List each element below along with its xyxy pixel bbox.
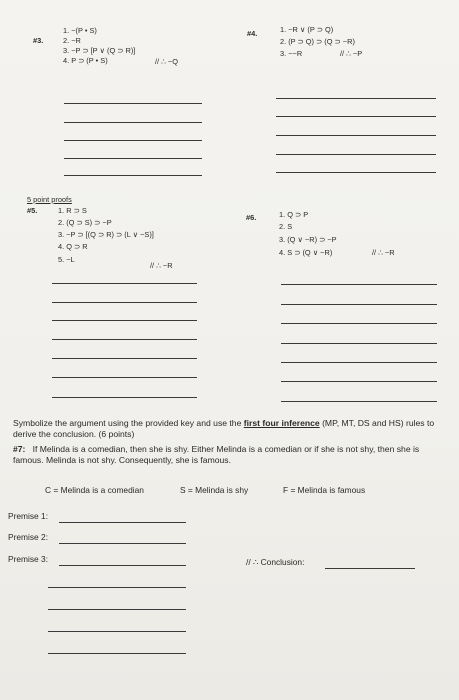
key-f: F = Melinda is famous	[283, 485, 366, 495]
problem-3-number: #3.	[33, 36, 44, 45]
premise-1-label: Premise 1:	[8, 511, 49, 521]
problem-4-answer-line[interactable]	[276, 154, 436, 155]
premise-2-label: Premise 2:	[8, 532, 49, 542]
problem-5-line-2: 2. (Q ⊃ S) ⊃ ~P	[58, 218, 112, 227]
key-s: S = Melinda is shy	[180, 485, 249, 495]
problem-6-number: #6.	[246, 213, 257, 222]
problem-3-answer-line[interactable]	[64, 103, 202, 104]
problem-4-line-1: 1. ~R ∨ (P ⊃ Q)	[280, 25, 334, 34]
problem-5-line-3: 3. ~P ⊃ [(Q ⊃ R) ⊃ (L ∨ ~S)]	[58, 230, 154, 239]
problem-4-answer-line[interactable]	[276, 116, 436, 117]
problem-5-line-1: 1. R ⊃ S	[58, 206, 87, 215]
problem-5-conclusion: // ∴ ~R	[150, 261, 173, 270]
problem-7-text: If Melinda is a comedian, then she is shy. Either Melinda is a comedian or if she is not shy, then she is famous. Melinda is not shy. Consequently, she is famous.	[13, 444, 420, 466]
instructions-pre: Symbolize the argument using the provided key and use the	[13, 418, 244, 428]
problem-5-answer-line[interactable]	[52, 302, 197, 303]
problem-6-line-2: 2. S	[279, 222, 293, 231]
premise-2-line[interactable]	[59, 543, 186, 544]
work-line[interactable]	[48, 631, 186, 632]
problem-3-line-3: 3. ~P ⊃ [P ∨ (Q ⊃ R)]	[63, 46, 136, 55]
problem-5-answer-line[interactable]	[52, 339, 197, 340]
problem-5-answer-line[interactable]	[52, 320, 197, 321]
work-line[interactable]	[48, 609, 186, 610]
instructions-post: (MP, MT, DS and HS) rules to derive the conclusion. (6 points)	[13, 418, 435, 440]
problem-4-answer-line[interactable]	[276, 98, 436, 99]
problem-4-answer-line[interactable]	[276, 135, 436, 136]
problem-6-answer-line[interactable]	[281, 304, 437, 305]
problem-7-number: #7:	[13, 444, 26, 454]
problem-6-line-1: 1. Q ⊃ P	[279, 210, 309, 219]
instructions-emphasis: first four inference	[243, 418, 320, 428]
problem-5-answer-line[interactable]	[52, 397, 197, 398]
problem-7-text-block	[13, 444, 443, 467]
problem-4-answer-line[interactable]	[276, 172, 436, 173]
problem-6-answer-line[interactable]	[281, 381, 437, 382]
problem-6-conclusion: // ∴ ~R	[372, 248, 395, 257]
problem-4-number: #4.	[247, 29, 258, 38]
work-line[interactable]	[48, 653, 186, 654]
problem-5-number: #5.	[27, 206, 38, 215]
problem-3-answer-line[interactable]	[64, 175, 202, 176]
problem-3-line-1: 1. ~(P • S)	[63, 26, 97, 35]
problem-5-line-4: 4. Q ⊃ R	[58, 242, 88, 251]
problem-4-conclusion: // ∴ ~P	[340, 49, 363, 58]
problem-6-answer-line[interactable]	[281, 284, 437, 285]
problem-5-line-5: 5. ~L	[58, 255, 75, 264]
problem-3-line-4: 4. P ⊃ (P • S)	[63, 56, 108, 65]
problem-6-answer-line[interactable]	[281, 362, 437, 363]
problem-4-line-2: 2. (P ⊃ Q) ⊃ (Q ⊃ ~R)	[280, 37, 355, 46]
problem-6-answer-line[interactable]	[281, 401, 437, 402]
problem-3-line-2: 2. ~R	[63, 36, 81, 45]
premise-3-line[interactable]	[59, 565, 186, 566]
instructions-text	[13, 418, 443, 441]
problem-4-line-3: 3. ~~R	[280, 49, 303, 58]
conclusion-line[interactable]	[325, 568, 415, 569]
section-title: 5 point proofs	[27, 195, 72, 204]
problem-6-answer-line[interactable]	[281, 323, 437, 324]
problem-5-answer-line[interactable]	[52, 377, 197, 378]
key-c: C = Melinda is a comedian	[45, 485, 144, 495]
problem-5-answer-line[interactable]	[52, 283, 197, 284]
problem-6-line-3: 3. (Q ∨ ~R) ⊃ ~P	[279, 235, 337, 244]
work-line[interactable]	[48, 587, 186, 588]
premise-3-label: Premise 3:	[8, 554, 49, 564]
premise-1-line[interactable]	[59, 522, 186, 523]
problem-3-answer-line[interactable]	[64, 122, 202, 123]
problem-3-answer-line[interactable]	[64, 140, 202, 141]
problem-5-answer-line[interactable]	[52, 358, 197, 359]
problem-3-answer-line[interactable]	[64, 158, 202, 159]
problem-6-line-4: 4. S ⊃ (Q ∨ ~R)	[279, 248, 333, 257]
problem-3-conclusion: // ∴ ~Q	[155, 57, 178, 66]
conclusion-label: // ∴ Conclusion:	[246, 557, 305, 567]
problem-6-answer-line[interactable]	[281, 343, 437, 344]
